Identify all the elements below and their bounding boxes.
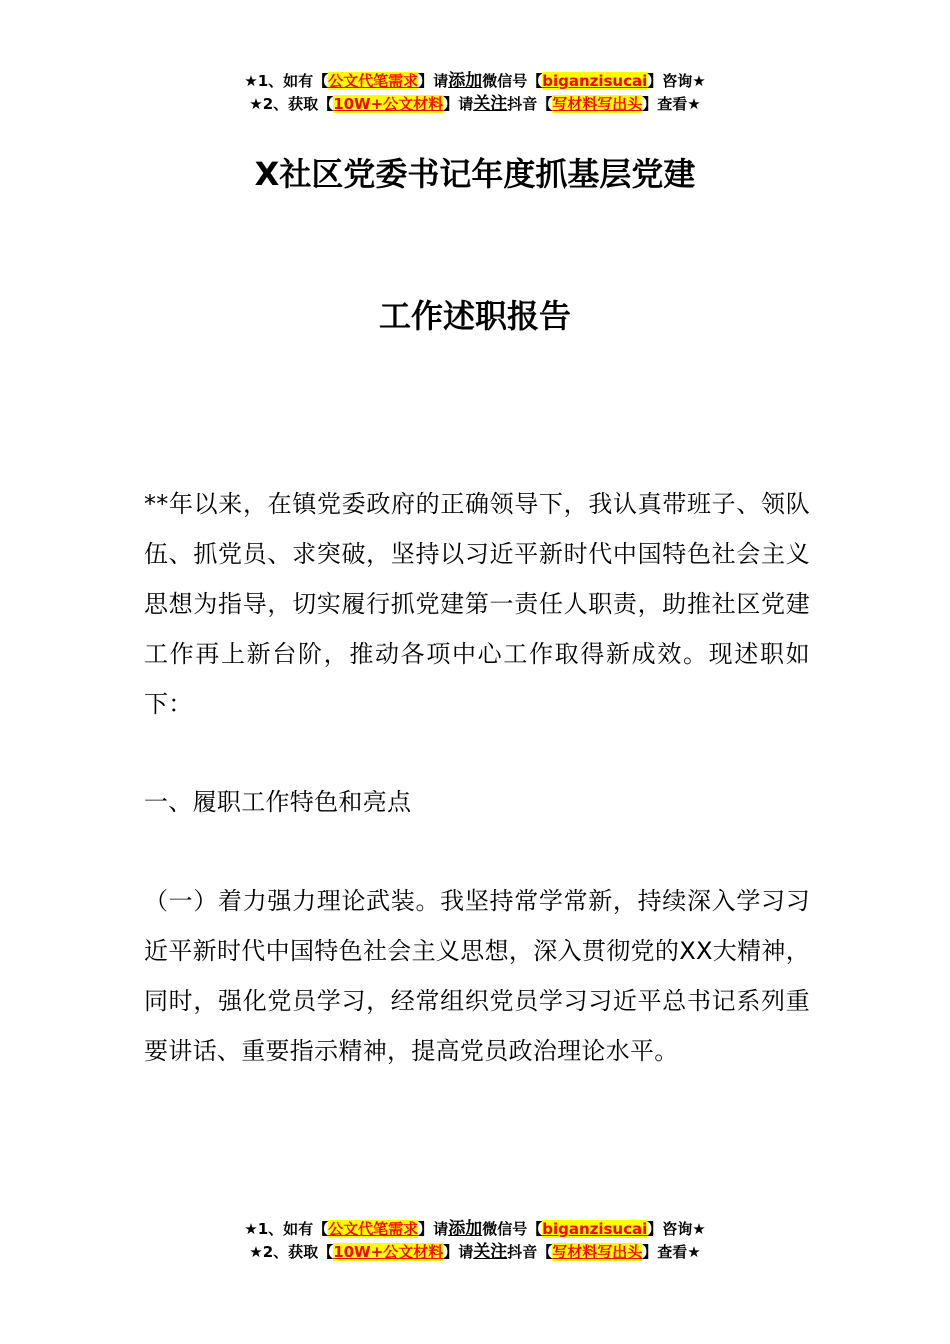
ad-text: 】请 [443,1243,474,1261]
ad-highlight-service: 公文代笔需求 [328,72,419,90]
ad-highlight-materials: 10W+公文材料 [333,1243,444,1261]
ad-text: ★2、获取【 [249,1243,334,1261]
ad-line-2 [0,1241,950,1264]
ad-text: ★1、如有【 [244,72,329,90]
ad-highlight-wechat-id: biganzisucai [542,72,648,90]
section-heading-1: 一、履职工作特色和亮点 [144,788,412,816]
document-title-line-2: 工作述职报告 [378,297,571,335]
intro-paragraph: **年以来，在镇党委政府的正确领导下，我认真带班子、领队伍、抓党员、求突破，坚持以习近平新时代中国特色社会主义思想为指导，切实履行抓党建第一责任人职责，助推社区党建工作再上新台阶，推动各项中心工作取得新成效。现述职如下： [144,490,810,718]
ad-text: 抖音【 [507,1243,553,1261]
subsection-paragraph-1: （一）着力强力理论武装。我坚持常学常新，持续深入学习习近平新时代中国特色社会主义思想，深入贯彻党的XX大精神，同时，强化党员学习，经常组织党员学习习近平总书记系列重要讲话、重要指示精神，提高党员政治理论水平。 [144,887,810,1065]
ad-line-2 [0,93,950,116]
ad-highlight-douyin: 写材料写出头 [552,95,643,113]
ad-line-1 [0,70,950,93]
ad-emphasis: 添加 [448,1219,483,1239]
ad-text: 微信号【 [482,72,543,90]
document-title-line-1: X社区党委书记年度抓基层党建 [254,155,696,193]
ad-line-1 [0,1218,950,1241]
ad-emphasis: 关注 [473,94,508,114]
ad-text: 】请 [418,72,449,90]
ad-text: 】查看★ [642,95,701,113]
ad-text: 】咨询★ [647,72,706,90]
ad-text: 】咨询★ [647,1220,706,1238]
ad-highlight-service: 公文代笔需求 [328,1220,419,1238]
ad-text: 】查看★ [642,1243,701,1261]
ad-emphasis: 添加 [448,71,483,91]
ad-text: 】请 [418,1220,449,1238]
ad-highlight-wechat-id: biganzisucai [542,1220,648,1238]
ad-text: 抖音【 [507,95,553,113]
ad-highlight-materials: 10W+公文材料 [333,95,444,113]
header-ad-banner [0,70,950,116]
ad-text: ★1、如有【 [244,1220,329,1238]
ad-text: 微信号【 [482,1220,543,1238]
footer-ad-banner [0,1218,950,1264]
ad-text: 】请 [443,95,474,113]
ad-text: ★2、获取【 [249,95,334,113]
ad-highlight-douyin: 写材料写出头 [552,1243,643,1261]
ad-emphasis: 关注 [473,1242,508,1262]
